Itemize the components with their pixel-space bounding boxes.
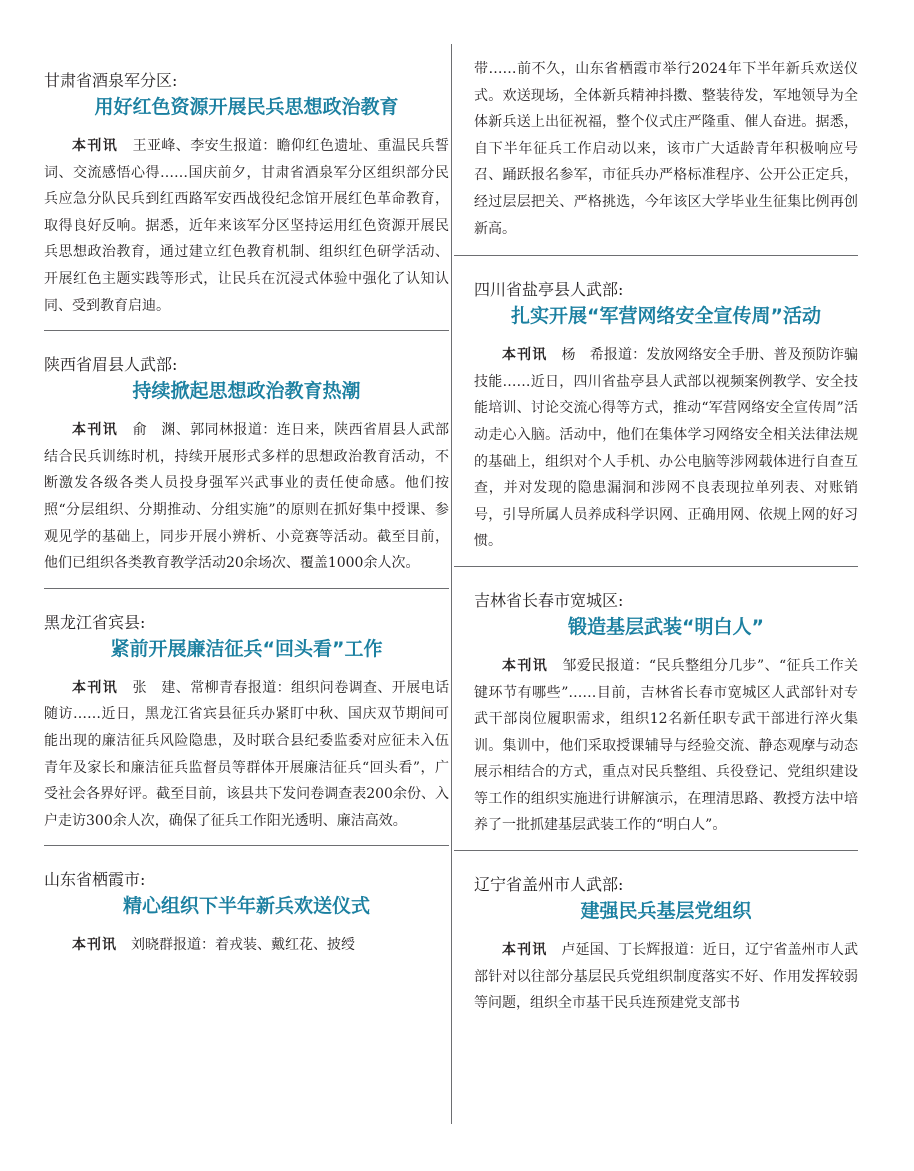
article-text: 报道：“民兵整组分几步”、“征兵工作关键环节有哪些”……目前，吉林省长春市宽城区人武部针对专武干部岗位履职需求，组织12名新任职专武干部进行淬火集训。集训中，他们采取授课辅导与经验交流、静态观摩与动态展示相结合的方式，重点对民兵整组、兵役登记、党组织建设等工作的组织实施进行讲解演示，在理清思路、教授方法中培养了一批抓建基层武装工作的“明白人”。 — [474, 657, 859, 834]
article-body — [474, 342, 858, 555]
article-shaanxi — [44, 331, 449, 577]
article-text: 报道：近日，辽宁省盖州市人武部针对以往部分基层民兵党组织制度落实不好、作用发挥较弱等问题，组织全市基干民兵连预建党支部书 — [474, 942, 858, 1012]
left-column — [44, 0, 449, 1171]
article-body — [44, 932, 449, 959]
article-body — [44, 417, 449, 577]
article-liaoning — [474, 851, 858, 1017]
article-text: 报道：着戎装、戴红花、披绶 — [173, 937, 355, 954]
article-gansu — [44, 0, 449, 319]
byline-tag: 本刊讯 — [502, 657, 549, 674]
article-headline: 扎实开展“军营网络安全宣传周”活动 — [511, 305, 821, 328]
byline-reporters: 刘晓群 — [131, 937, 173, 954]
byline-reporters: 王亚峰、李安生 — [132, 138, 234, 154]
byline-reporters: 俞 渊、郭同林 — [132, 422, 234, 439]
byline-reporters: 杨 希 — [561, 347, 604, 364]
article-text: 报道：瞻仰红色遗址、重温民兵誓词、交流感悟心得……国庆前夕，甘肃省酒泉军分区组织部分民兵应急分队民兵到红西路军安西战役纪念馆开展红色革命教育，取得良好反响。据悉，近年来该军分区坚持运用红色资源开展民兵思想政治教育，通过建立红色教育机制、组织红色研学活动、开展红色主题实践等形式，让民兵在沉浸式体验中强化了认知认同、受到教育启迪。 — [44, 138, 450, 314]
byline-tag: 本刊讯 — [72, 679, 119, 696]
article-region: 辽宁省盖州市人武部: — [474, 875, 624, 895]
article-region: 吉林省长春市宽城区: — [474, 590, 624, 610]
article-headline: 锻造基层武装“明白人” — [568, 615, 764, 638]
byline-tag: 本刊讯 — [502, 942, 548, 959]
article-region: 甘肃省酒泉军分区: — [44, 71, 178, 90]
column-divider — [451, 44, 452, 1124]
article-headline: 用好红色资源开展民兵思想政治教育 — [94, 96, 399, 118]
article-body — [44, 133, 449, 319]
article-headline: 持续掀起思想政治教育热潮 — [132, 380, 361, 403]
article-sichuan — [474, 256, 858, 555]
article-continuation: 带……前不久，山东省栖霞市举行2024年下半年新兵欢送仪式。欢送现场，全体新兵精神抖擞、整装待发，军地领导为全体新兵送上出征祝福，整个仪式庄严隆重、催人奋进。据悉，自下半年征兵工作启动以来，该市广大适龄青年积极响应号召、踊跃报名参军，市征兵办严格标准程序、公开公正定兵，经过层层把关、严格挑选，今年该区大学毕业生征集比例再创新高。 — [474, 61, 858, 237]
article-heilongjiang — [44, 589, 449, 835]
article-headline: 精心组织下半年新兵欢送仪式 — [122, 895, 370, 918]
byline-tag: 本刊讯 — [72, 937, 117, 954]
article-region: 山东省栖霞市: — [44, 870, 146, 890]
right-column — [454, 0, 858, 1171]
article-shandong — [44, 846, 449, 959]
byline-tag: 本刊讯 — [72, 422, 119, 439]
article-text: 报道：连日来，陕西省眉县人武部结合民兵训练时机，持续开展形式多样的思想政治教育活动，不断激发各级各类人员投身强军兴武事业的责任使命感。他们按照“分层组织、分期推动、分组实施”的原则在抓好集中授课、参观见学的基础上，同步开展小辨析、小竞赛等活动。截至目前，他们已组织各类教育教学活动20余场次、覆盖1000余人次。 — [44, 422, 450, 572]
article-text: 报道：组织问卷调查、开展电话随访……近日，黑龙江省宾县征兵办紧盯中秋、国庆双节期间可能出现的廉洁征兵风险隐患，及时联合县纪委监委对应征未入伍青年及家长和廉洁征兵监督员等群体开展廉洁征兵“回头看”，广受社会各界好评。截至目前，该县共下发问卷调查表200余份、入户走访300余人次，确保了征兵工作阳光透明、廉洁高效。 — [44, 679, 450, 829]
article-headline: 建强民兵基层党组织 — [580, 900, 752, 923]
byline-tag: 本刊讯 — [502, 347, 548, 364]
article-region: 四川省盐亭县人武部: — [474, 280, 624, 300]
byline-reporters: 张 建、常柳青春 — [132, 679, 248, 696]
byline-reporters: 邹爱民 — [562, 657, 606, 674]
article-body — [474, 653, 858, 839]
article-body — [44, 675, 449, 835]
byline-tag: 本刊讯 — [72, 138, 119, 154]
article-jilin — [474, 567, 858, 839]
article-body — [474, 937, 858, 1017]
article-text: 报道：发放网络安全手册、普及预防诈骗技能……近日，四川省盐亭县人武部以视频案例教学、安全技能培训、讨论交流心得等方式，推动“军营网络安全宣传周”活动走心入脑。活动中，他们在集体学习网络安全相关法律法规的基础上，组织对个人手机、办公电脑等涉网载体进行自查互查，并对发现的隐患漏洞和涉网不良表现拉单列表、对账销号，引导所属人员养成科学识网、正确用网、依规上网的好习惯。 — [474, 347, 858, 550]
byline-reporters: 卢延国、丁长辉 — [561, 942, 661, 959]
article-headline: 紧前开展廉洁征兵“回头看”工作 — [110, 637, 383, 660]
article-region: 陕西省眉县人武部: — [44, 355, 178, 375]
article-shandong-continued — [474, 0, 858, 242]
article-region: 黑龙江省宾县: — [44, 612, 146, 632]
